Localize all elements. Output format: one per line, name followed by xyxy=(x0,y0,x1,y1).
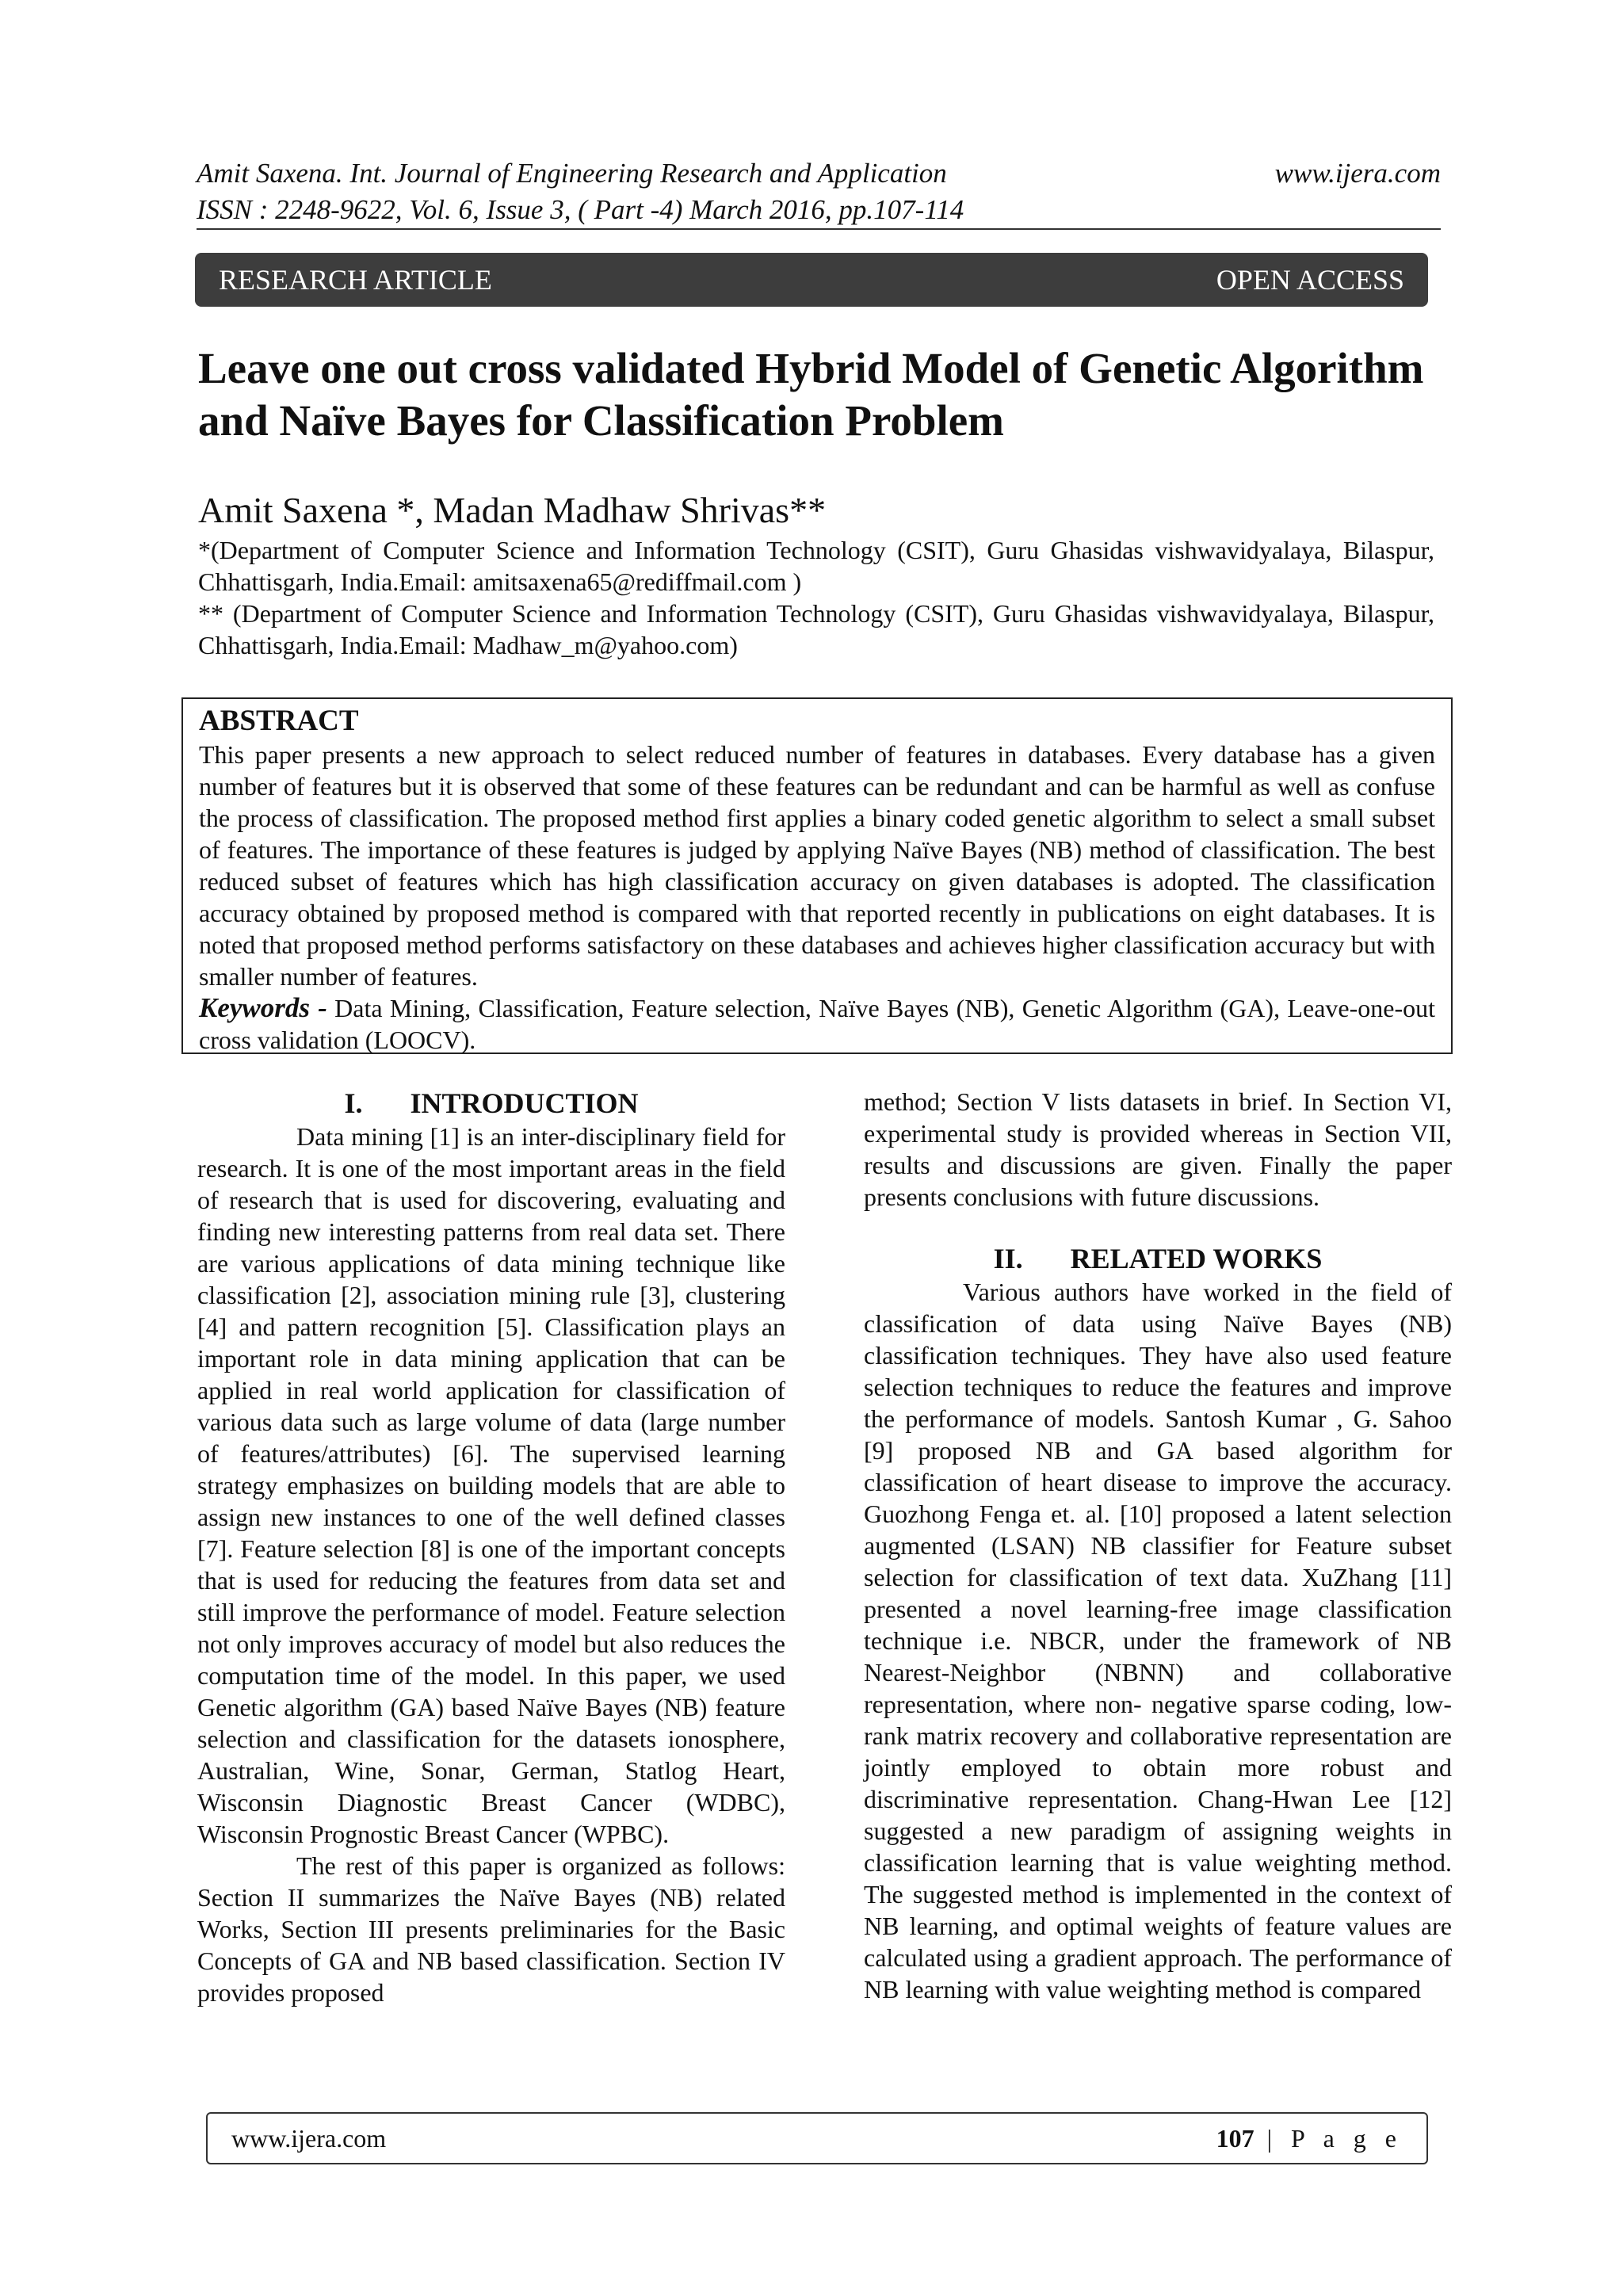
keywords-text: Data Mining, Classification, Feature selection, Naïve Bayes (NB), Genetic Algorithm (GA), Leave-one-out cross validation (LOOCV). xyxy=(199,994,1436,1054)
intro-paragraph-2-continued: method; Section V lists datasets in brief. In Section VI, experimental study is provided whereas in Section VII, results and discussions are given. Finally the paper presents conclusions with future discussions. xyxy=(864,1087,1452,1211)
footer-url[interactable]: www.ijera.com xyxy=(231,2123,387,2153)
section-heading-introduction xyxy=(197,1086,785,1121)
left-column xyxy=(197,1086,785,2008)
section-number: I. xyxy=(344,1087,363,1119)
page-footer xyxy=(206,2112,1428,2164)
article-type-banner xyxy=(195,253,1428,307)
header-rule xyxy=(197,228,1441,230)
abstract-box xyxy=(181,697,1453,1054)
journal-citation: Amit Saxena. Int. Journal of Engineering Research and Application xyxy=(197,158,947,189)
access-label: OPEN ACCESS xyxy=(1216,264,1404,296)
section-number: II. xyxy=(993,1243,1023,1274)
article-type-label: RESEARCH ARTICLE xyxy=(219,264,492,296)
abstract-text: This paper presents a new approach to select reduced number of features in databases. Every database has a given number of features but it is observed that some of these features can be redundant and can be harmful as well as confuse the process of classification. The proposed method first applies a binary coded genetic algorithm to select a small subset of features. The importance of these features is judged by applying Naïve Bayes (NB) method of classification. The best reduced subset of features which has high classification accuracy on given databases is adopted. The classification accuracy obtained by proposed method is compared with that reported recently in publications on eight databases. It is noted that proposed method performs satisfactory on these databases and achieves higher classification accuracy but with smaller number of features. xyxy=(199,740,1435,991)
page-number: 107 xyxy=(1216,2123,1254,2153)
running-head xyxy=(197,155,1441,228)
affiliation-1: *(Department of Computer Science and Information Technology (CSIT), Guru Ghasidas vishwavidyalaya, Bilaspur, Chhattisgarh, India.Email: amitsaxena65@rediffmail.com ) xyxy=(198,536,1434,596)
section-title: RELATED WORKS xyxy=(1070,1243,1323,1274)
intro-paragraph-1: Data mining [1] is an inter-disciplinary field for research. It is one of the most important areas in the field of research that is used for discovering, evaluating and finding new interesting patterns from real data set. There are various applications of data mining technique like classification [2], association mining rule [3], clustering [4] and pattern recognition [5]. Classification plays an important role in data mining application that can be applied in real world application for classification of various data such as large volume of data (large number of features/attributes) [6]. The supervised learning strategy emphasizes on building models that are able to assign new instances to one of the well defined classes [7]. Feature selection [8] is one of the important concepts that is used for reducing the features from data set and still improve the performance of model. Feature selection not only improves accuracy of model but also reduces the computation time of the model. In this paper, we used Genetic algorithm (GA) based Naïve Bayes (NB) feature selection and classification for the datasets ionosphere, Australian, Wine, Sonar, German, Statlog Heart, Wisconsin Diagnostic Breast Cancer (WDBC), Wisconsin Prognostic Breast Cancer (WPBC). xyxy=(197,1122,785,1848)
paper-title: Leave one out cross validated Hybrid Model of Genetic Algorithm and Naïve Bayes for Classification Problem xyxy=(198,344,1424,445)
section-title: INTRODUCTION xyxy=(410,1087,639,1119)
keywords xyxy=(199,992,1435,1056)
keywords-label: Keywords - xyxy=(199,992,327,1023)
issn-line: ISSN : 2248-9622, Vol. 6, Issue 3, ( Part -4) March 2016, pp.107-114 xyxy=(197,194,964,225)
author-list: Amit Saxena *, Madan Madhaw Shrivas** xyxy=(198,490,827,530)
intro-paragraph-2: The rest of this paper is organized as follows: Section II summarizes the Naïve Bayes (NB) related Works, Section III presents preliminaries for the Basic Concepts of GA and NB based classification. Section IV provides proposed xyxy=(197,1851,785,2007)
right-column xyxy=(864,1086,1452,2005)
affiliations xyxy=(198,534,1434,661)
section-heading-related-works xyxy=(864,1241,1452,1276)
journal-url[interactable]: www.ijera.com xyxy=(1274,158,1441,189)
affiliation-2: ** (Department of Computer Science and Information Technology (CSIT), Guru Ghasidas vishwavidyalaya, Bilaspur, Chhattisgarh, India.Email: Madhaw_m@yahoo.com) xyxy=(198,599,1434,659)
page-indicator xyxy=(1216,2124,1403,2153)
related-works-paragraph-1: Various authors have worked in the field of classification of data using Naïve Bayes (NB) classification techniques. They have also used feature selection techniques to reduce the features and improve the performance of models. Santosh Kumar , G. Sahoo [9] proposed NB and GA based algorithm for classification of heart disease to improve the accuracy. Guozhong Fenga et. al. [10] proposed a latent selection augmented (LSAN) NB classifier for Feature subset selection for classification of text data. XuZhang [11] presented a novel learning-free image classification technique i.e. NBCR, under the framework of NB Nearest-Neighbor (NBNN) and collaborative representation, where non- negative sparse coding, low-rank matrix recovery and collaborative representation are jointly employed to obtain more robust and discriminative representation. Chang-Hwan Lee [12] suggested a new paradigm of assigning weights in classification learning that is value weighting method. The suggested method is implemented in the context of NB learning, and optimal weights of feature values are calculated using a gradient approach. The performance of NB learning with value weighting method is compared xyxy=(864,1278,1452,2004)
abstract-heading: ABSTRACT xyxy=(199,705,359,737)
page-label: | P a g e xyxy=(1254,2123,1403,2153)
